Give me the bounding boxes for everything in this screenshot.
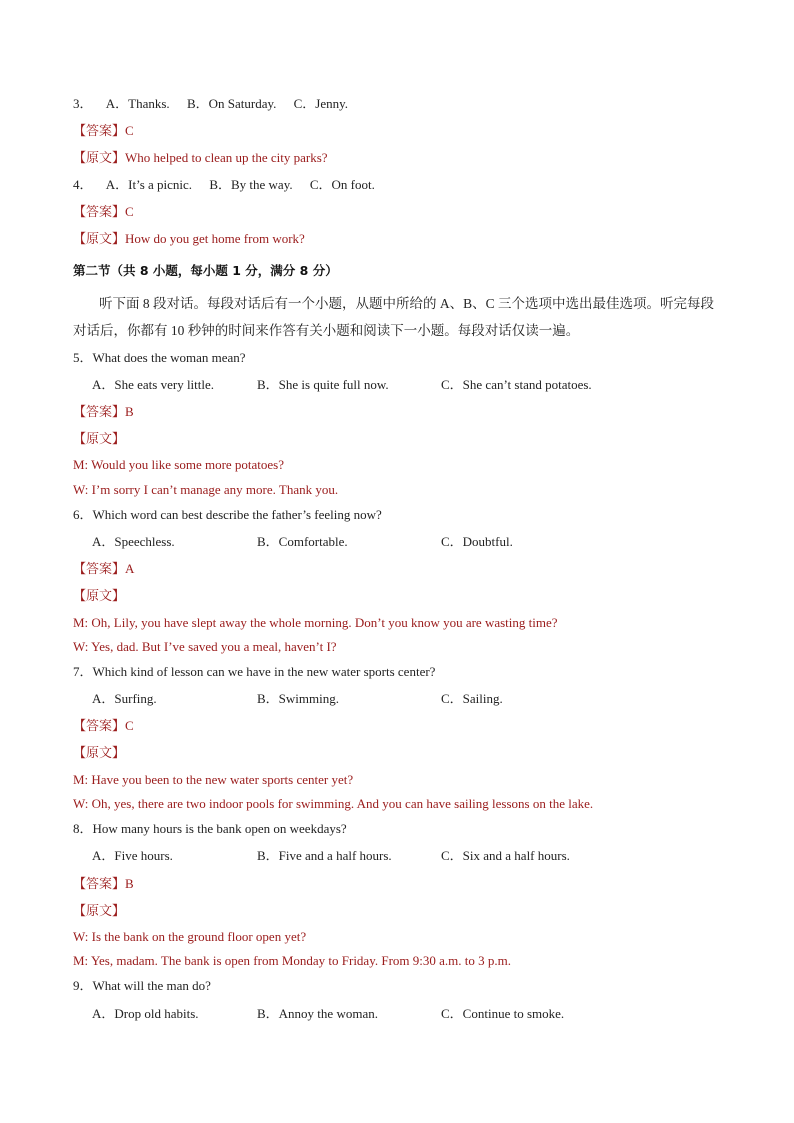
option-b: B．Comfortable. [257, 534, 348, 549]
question-4-options [73, 177, 375, 193]
section-title: 第二节（共 8 小题，每小题 1 分，满分 8 分） [73, 263, 338, 278]
option-c: C．Six and a half hours. [441, 848, 570, 863]
question-6-answer [73, 561, 134, 577]
question-8-options [92, 848, 570, 864]
answer-label: 【答案】 [73, 876, 126, 891]
answer-value: C [125, 123, 134, 138]
answer-value: A [125, 561, 135, 576]
question-7-options [92, 691, 503, 707]
question-7-dialogue-line-2: W: Oh, yes, there are two indoor pools for swimming. And you can have sailing lessons on the lake. [73, 796, 594, 811]
option-a: A．Surfing. [92, 691, 157, 706]
question-5-transcript-label: 【原文】 [73, 431, 126, 446]
option-b: B．On Saturday. [186, 96, 277, 111]
question-7-transcript-label: 【原文】 [73, 745, 126, 760]
option-c: C．She can’t stand potatoes. [441, 377, 592, 392]
question-5-dialogue-line-2: W: I’m sorry I can’t manage any more. Thank you. [73, 482, 339, 497]
question-9-stem: 9．What will the man do? [73, 978, 211, 993]
answer-value: C [125, 718, 134, 733]
question-8-answer [73, 876, 134, 892]
question-7-dialogue-line-1: M: Have you been to the new water sports center yet? [73, 772, 354, 787]
answer-value: B [125, 876, 134, 891]
answer-label: 【答案】 [73, 404, 126, 419]
question-3-options [73, 96, 348, 112]
question-5-answer [73, 404, 134, 420]
option-a: A．It’s a picnic. [105, 177, 193, 192]
option-c: C．Jenny. [293, 96, 349, 111]
question-8-stem: 8．How many hours is the bank open on weekdays? [73, 821, 347, 836]
transcript-text: Who helped to clean up the city parks? [125, 150, 328, 165]
question-6-transcript-label: 【原文】 [73, 588, 126, 603]
answer-label: 【答案】 [73, 718, 126, 733]
question-8-dialogue-line-1: W: Is the bank on the ground floor open yet? [73, 929, 307, 944]
option-b: B．She is quite full now. [257, 377, 389, 392]
question-6-dialogue-line-2: W: Yes, dad. But I’ve saved you a meal, haven’t I? [73, 639, 337, 654]
option-a: A．Five hours. [92, 848, 173, 863]
transcript-text: How do you get home from work? [125, 231, 305, 246]
option-a: A．Drop old habits. [92, 1006, 199, 1021]
question-3-answer [73, 123, 134, 139]
question-number: 3． [73, 96, 93, 111]
question-7-answer [73, 718, 134, 734]
question-8-transcript-label: 【原文】 [73, 903, 126, 918]
question-6-dialogue-line-1: M: Oh, Lily, you have slept away the whole morning. Don’t you know you are wasting time? [73, 615, 558, 630]
question-7-stem: 7．Which kind of lesson can we have in the new water sports center? [73, 664, 436, 679]
question-8-dialogue-line-2: M: Yes, madam. The bank is open from Monday to Friday. From 9:30 a.m. to 3 p.m. [73, 953, 512, 968]
transcript-label: 【原文】 [73, 150, 126, 165]
question-number: 4． [73, 177, 93, 192]
question-3-transcript [73, 150, 328, 166]
option-c: C．Continue to smoke. [441, 1006, 565, 1021]
option-b: B．By the way. [209, 177, 293, 192]
transcript-label: 【原文】 [73, 231, 126, 246]
answer-value: B [125, 404, 134, 419]
question-9-options [92, 1006, 564, 1022]
option-b: B．Five and a half hours. [257, 848, 392, 863]
option-a: A．Speechless. [92, 534, 175, 549]
option-b: B．Annoy the woman. [257, 1006, 378, 1021]
answer-value: C [125, 204, 134, 219]
answer-label: 【答案】 [73, 561, 126, 576]
option-c: C．Doubtful. [441, 534, 513, 549]
question-5-stem: 5．What does the woman mean? [73, 350, 246, 365]
question-5-dialogue-line-1: M: Would you like some more potatoes? [73, 457, 285, 472]
option-c: C．Sailing. [441, 691, 503, 706]
option-a: A．Thanks. [105, 96, 170, 111]
question-5-options [92, 377, 592, 393]
option-b: B．Swimming. [257, 691, 339, 706]
option-c: C．On foot. [309, 177, 375, 192]
answer-label: 【答案】 [73, 204, 126, 219]
question-4-transcript [73, 231, 305, 247]
question-6-options [92, 534, 513, 550]
answer-label: 【答案】 [73, 123, 126, 138]
question-4-answer [73, 204, 134, 220]
question-6-stem: 6．Which word can best describe the father’s feeling now? [73, 507, 382, 522]
section-instructions: 听下面 8 段对话。每段对话后有一个小题，从题中所给的 A、B、C 三个选项中选出最佳选项。听完每段对话后，你都有 10 秒钟的时间来作答有关小题和阅读下一小题。每段对话仅读一遍。 [73, 296, 715, 338]
option-a: A．She eats very little. [92, 377, 215, 392]
